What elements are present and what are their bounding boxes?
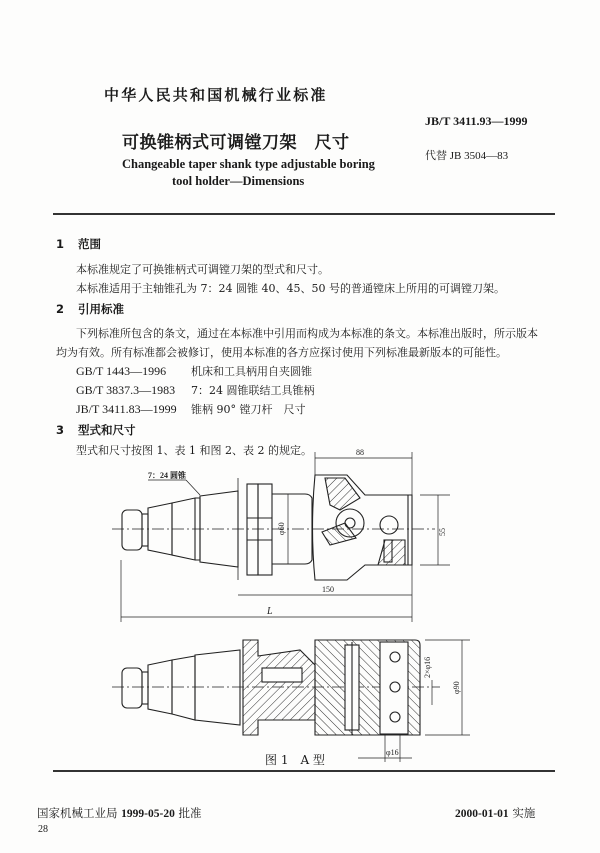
effective-date: 2000-01-01 <box>455 808 509 820</box>
effective-suffix: 实施 <box>512 806 536 820</box>
paragraph: 本标准适用于主轴锥孔为 7：24 圆锥 40、45、50 号的普通镗床上所用的可调镗刀架。 <box>76 282 505 295</box>
dim-phi90: φ90 <box>452 681 461 694</box>
dim-phi60: φ60 <box>277 522 286 535</box>
approved-suffix: 批准 <box>178 806 202 820</box>
replaces-standard: 代替 JB 3504—83 <box>425 150 509 162</box>
reference-code: GB/T 1443—1996 <box>76 364 167 378</box>
dim-88: 88 <box>356 448 364 457</box>
figure-caption: 图 1 A 型 <box>265 753 325 767</box>
approved-date: 1999-05-20 <box>121 808 175 820</box>
section-title: 型式和尺寸 <box>78 423 136 437</box>
approval-info <box>37 805 201 821</box>
reference-title: 7：24 圆锥联结工具锥柄 <box>191 384 315 397</box>
dim-55: 55 <box>438 528 447 536</box>
paragraph: 均为有效。所有标准都会被修订，使用本标准的各方应探讨使用下列标准最新版本的可能性。 <box>56 346 507 359</box>
standard-category: 中华人民共和国机械行业标准 <box>104 86 328 104</box>
standard-number: JB/T 3411.93—1999 <box>425 114 528 128</box>
dim-phi16: φ16 <box>386 748 399 757</box>
paragraph: 本标准规定了可换锥柄式可调镗刀架的型式和尺寸。 <box>76 263 329 276</box>
taper-label: 7：24 圆锥 <box>148 471 186 480</box>
paragraph: 型式和尺寸按图 1、表 1 和图 2、表 2 的规定。 <box>76 444 312 457</box>
document-title-en-line2: tool holder—Dimensions <box>172 174 305 188</box>
effective-info <box>455 805 535 821</box>
section-number: 2 <box>56 302 65 316</box>
section-title: 引用标准 <box>78 302 124 316</box>
section-number: 1 <box>56 237 65 251</box>
dim-L: L <box>267 606 273 617</box>
dim-2xphi16: 2×φ16 <box>423 656 432 678</box>
dim-150: 150 <box>322 585 334 594</box>
section-number: 3 <box>56 423 65 437</box>
approved-by: 国家机械工业局 <box>37 806 118 820</box>
paragraph: 下列标准所包含的条文，通过在本标准中引用而构成为本标准的条文。本标准出版时，所示版本 <box>76 327 538 340</box>
reference-title: 机床和工具柄用自夹圆锥 <box>191 365 312 378</box>
document-title-cn: 可换锥柄式可调镗刀架 尺寸 <box>122 133 350 153</box>
footer-divider <box>53 770 555 772</box>
reference-code: GB/T 3837.3—1983 <box>76 383 176 397</box>
section-title: 范围 <box>78 237 101 251</box>
page-number: 28 <box>38 824 48 835</box>
reference-code: JB/T 3411.83—1999 <box>76 402 177 416</box>
reference-title: 锥柄 90° 镗刀杆 尺寸 <box>191 403 306 416</box>
document-title-en-line1: Changeable taper shank type adjustable boring <box>122 157 375 171</box>
